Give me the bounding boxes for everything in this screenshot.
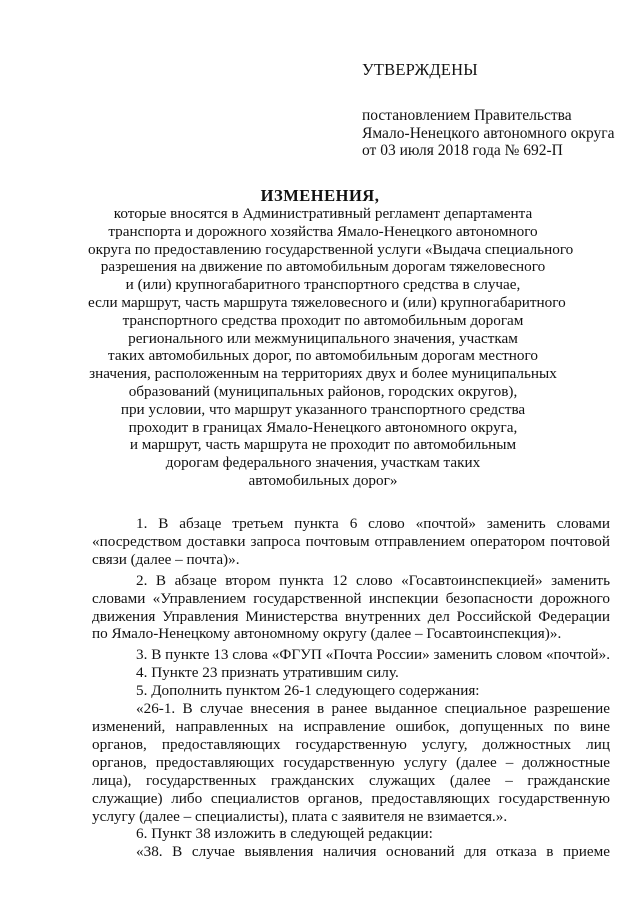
subtitle-line: транспорта и дорожного хозяйства Ямало-Ненецкого автономного xyxy=(108,222,538,240)
subtitle-line: при условии, что маршрут указанного транспортного средства xyxy=(120,400,526,418)
body-line: услугу (далее – специалисты), плата с заявителя не взимается.». xyxy=(92,807,508,825)
subtitle-line: дорогам федерального значения, участкам таких xyxy=(165,454,481,472)
body-line: изменений, направленных на исправление ошибок, допущенных по вине xyxy=(92,717,610,735)
body-line: «38. В случае выявления наличия оснований для отказа в приеме xyxy=(136,843,610,861)
subtitle-line: если маршрут, часть маршрута тяжеловесного и (или) крупногабаритного xyxy=(88,293,566,311)
approved-stamp: УТВЕРЖДЕНЫ xyxy=(362,60,478,79)
subtitle-line: и маршрут, часть маршрута не проходит по автомобильным xyxy=(129,436,517,454)
document-subtitle xyxy=(88,205,574,490)
subtitle-line: и (или) крупногабаритного транспортного средства в случае, xyxy=(125,276,521,294)
body-line: 5. Дополнить пунктом 26-1 следующего содержания: xyxy=(136,682,480,700)
body-line: «посредством доставки запроса почтовым отправлением оператором почтовой xyxy=(92,532,610,550)
document-body xyxy=(92,515,610,861)
body-line: связи (далее – почта)». xyxy=(92,550,240,568)
body-line: 2. В абзаце втором пункта 12 слово «Госавтоинспекцией» заменить xyxy=(136,571,610,589)
body-line: органов, предоставляющих государственную услугу, должностных лиц xyxy=(92,735,610,753)
subtitle-line: разрешения на движение по автомобильным дорогам тяжеловесного xyxy=(100,258,546,276)
body-line: словами «Управлением государственной инспекции безопасности дорожного xyxy=(92,589,610,607)
decree-line: Ямало-Ненецкого автономного округа xyxy=(362,124,615,142)
subtitle-line: автомобильных дорог» xyxy=(248,471,398,489)
subtitle-line: которые вносятся в Административный регламент департамента xyxy=(113,205,533,222)
subtitle-line: регионального или межмуниципального значения, участкам xyxy=(128,329,518,347)
body-line: 6. Пункт 38 изложить в следующей редакции: xyxy=(136,825,433,843)
body-line: 4. Пункте 23 признать утратившим силу. xyxy=(136,664,399,682)
subtitle-line: проходит в границах Ямало-Ненецкого автономного округа, xyxy=(128,418,518,436)
decree-line: постановлением Правительства xyxy=(362,107,572,124)
document-title: ИЗМЕНЕНИЯ, xyxy=(260,186,380,205)
body-line: движения Управления Министерства внутренних дел Российской Федерации xyxy=(92,607,610,625)
subtitle-line: транспортного средства проходит по автомобильным дорогам xyxy=(122,311,524,329)
subtitle-line: значения, расположенным на территориях двух и более муниципальных xyxy=(89,365,557,383)
body-line: 1. В абзаце третьем пункта 6 слово «почтой» заменить словами xyxy=(136,515,610,532)
body-line: «26-1. В случае внесения в ранее выданное специальное разрешение xyxy=(136,700,610,718)
decree-line: от 03 июля 2018 года № 692-П xyxy=(362,142,563,159)
body-line: 3. В пункте 13 слова «ФГУП «Почта России» заменить словом «почтой». xyxy=(136,646,611,664)
body-line: служащие) либо специалистов органов, предоставляющих государственную xyxy=(92,789,610,807)
subtitle-line: образований (муниципальных районов, городских округов), xyxy=(128,382,518,400)
decree-reference xyxy=(362,107,614,160)
body-line: органов, предоставляющих государственную услугу (далее – должностные xyxy=(92,753,610,771)
subtitle-line: таких автомобильных дорог, по автомобильным дорогам местного xyxy=(108,347,538,365)
body-line: по Ямало-Ненецкому автономному округу (далее – Госавтоинспекция)». xyxy=(92,625,562,643)
subtitle-line: округа по предоставлению государственной услуги «Выдача специального xyxy=(88,240,574,258)
body-line: лица), государственных гражданских служащих (далее – гражданские xyxy=(92,771,610,789)
